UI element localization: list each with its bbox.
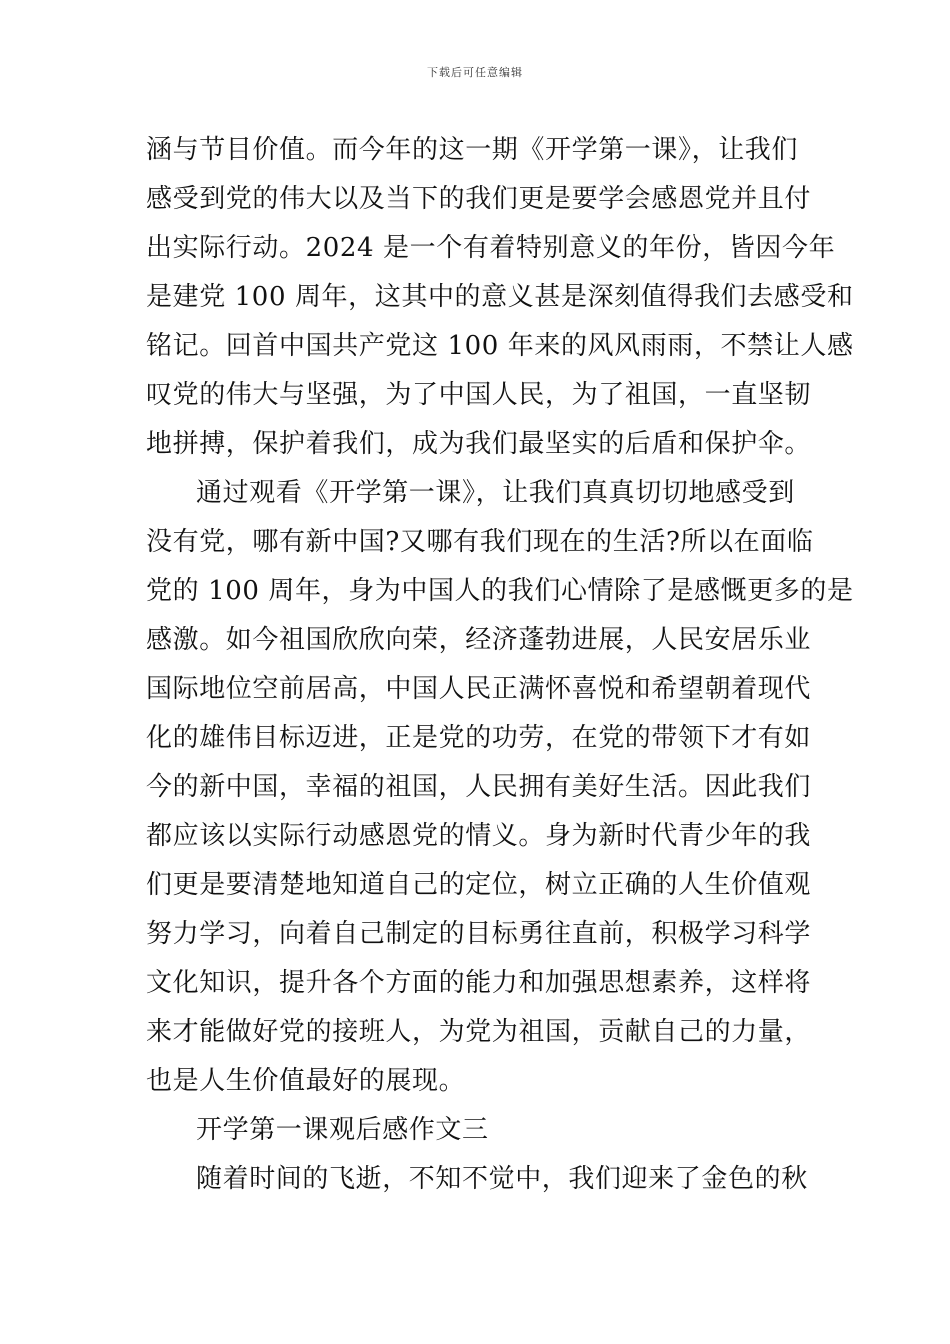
text-line: 国际地位空前居高，中国人民正满怀喜悦和希望朝着现代	[146, 674, 812, 704]
paragraph-start-line: 通过观看《开学第一课》，让我们真真切切地感受到	[196, 478, 795, 508]
text-line: 今的新中国，幸福的祖国，人民拥有美好生活。因此我们	[146, 772, 812, 802]
text-line: 没有党，哪有新中国?又哪有我们现在的生活?所以在面临	[146, 527, 814, 557]
text-line: 地拼搏，保护着我们，成为我们最坚实的后盾和保护伞。	[146, 429, 812, 459]
text-line: 努力学习，向着自己制定的目标勇往直前，积极学习科学	[146, 919, 812, 949]
text-line: 文化知识，提升各个方面的能力和加强思想素养，这样将	[146, 968, 812, 998]
text-line: 感激。如今祖国欣欣向荣，经济蓬勃进展，人民安居乐业	[146, 625, 812, 655]
text-line: 也是人生价值最好的展现。	[146, 1066, 466, 1096]
text-line: 们更是要清楚地知道自己的定位，树立正确的人生价值观	[146, 870, 812, 900]
header-note: 下载后可任意编辑	[427, 66, 523, 79]
text-line: 涵与节目价值。而今年的这一期《开学第一课》，让我们	[146, 135, 799, 165]
text-line: 党的 100 周年，身为中国人的我们心情除了是感慨更多的是	[146, 576, 854, 606]
text-line: 来才能做好党的接班人，为党为祖国，贡献自己的力量，	[146, 1017, 812, 1047]
text-line: 化的雄伟目标迈进，正是党的功劳，在党的带领下才有如	[146, 723, 812, 753]
text-line: 都应该以实际行动感恩党的情义。身为新时代青少年的我	[146, 821, 812, 851]
paragraph-start-line: 随着时间的飞逝，不知不觉中，我们迎来了金色的秋	[196, 1164, 808, 1194]
body-text	[146, 126, 854, 1204]
text-line: 铭记。回首中国共产党这 100 年来的风风雨雨，不禁让人感	[146, 331, 854, 361]
text-line: 感受到党的伟大以及当下的我们更是要学会感恩党并且付	[146, 184, 812, 214]
text-line: 是建党 100 周年，这其中的意义甚是深刻值得我们去感受和	[146, 282, 854, 312]
text-line: 出实际行动。2024 是一个有着特别意义的年份，皆因今年	[146, 233, 836, 263]
text-line: 叹党的伟大与坚强，为了中国人民，为了祖国，一直坚韧	[146, 380, 812, 410]
section-heading: 开学第一课观后感作文三	[196, 1115, 489, 1145]
